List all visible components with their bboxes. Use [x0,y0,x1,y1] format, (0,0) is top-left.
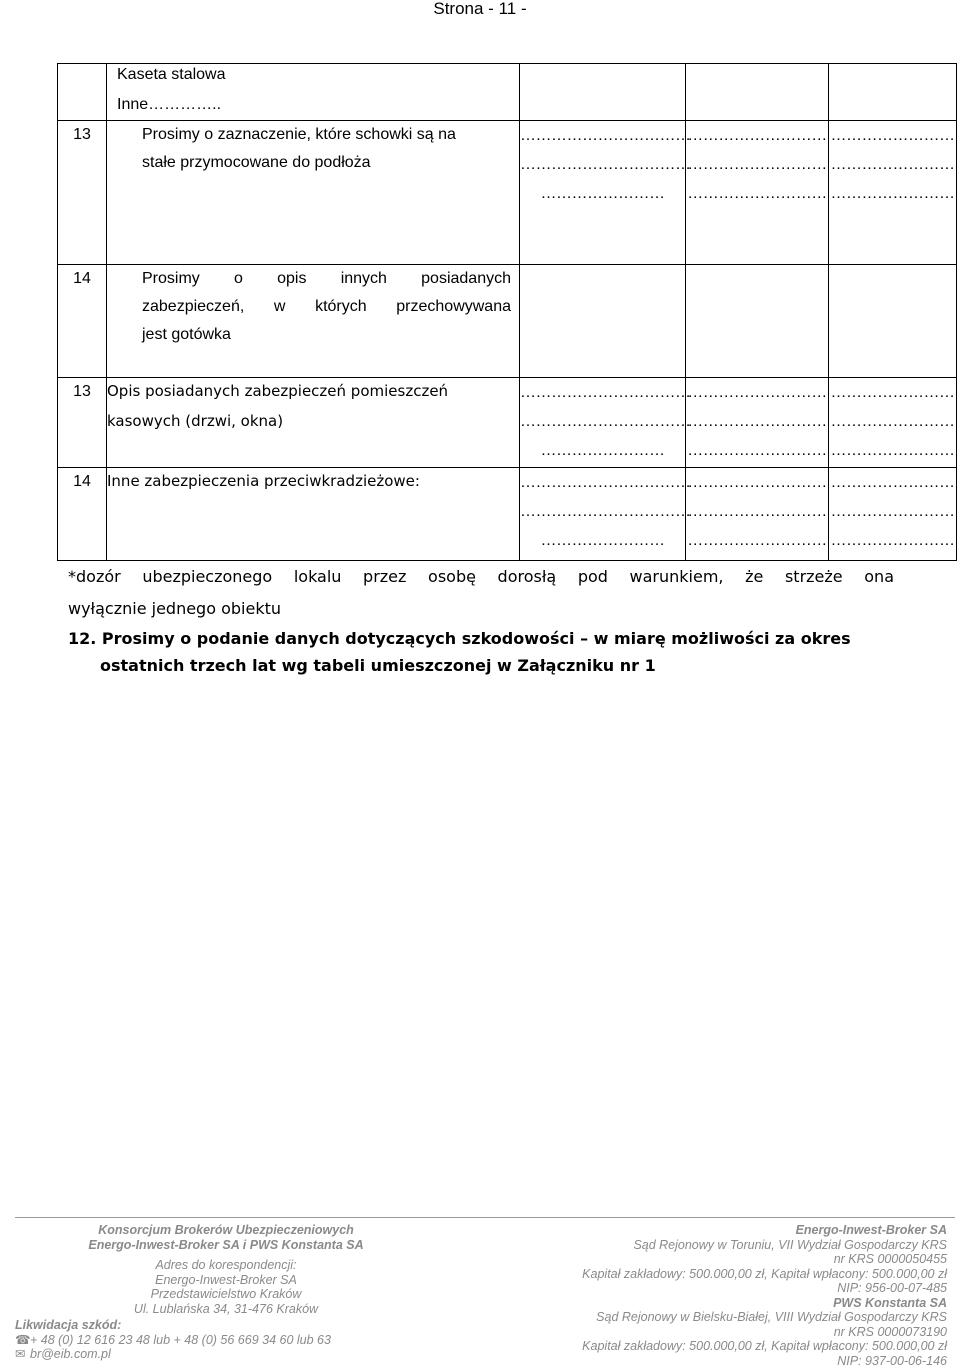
fill-line[interactable]: ……………………… [687,156,827,173]
footer-text: Sąd Rejonowy w Bielsku-Białej, VIII Wydział Gospodarczy KRS [596,1310,947,1324]
mail-icon: ✉ [15,1347,26,1361]
fill-line[interactable]: …………………………… [520,127,691,144]
page-number-header: Strona - 11 - [433,0,527,18]
fill-line[interactable]: …………………… [830,532,955,549]
fill-line[interactable]: …………………………… [520,413,691,430]
fill-line[interactable]: ……………………… [687,474,827,491]
question-text: stałe przymocowane do podłoża [142,154,371,171]
fill-line[interactable]: …………………… [830,384,955,401]
footer-text: nr KRS 0000050455 [833,1252,947,1266]
footer-text: NIP: 956-00-07-485 [837,1281,947,1295]
footer-text: Kapitał zakładowy: 500.000,00 zł, Kapitał wpłacony: 500.000,00 zł [582,1266,947,1281]
fill-line[interactable]: ……………………… [687,503,827,520]
footer-text: Likwidacja szkód: [15,1318,122,1332]
footer-text: nr KRS 0000073190 [833,1324,947,1339]
fill-line[interactable]: ……………………… [687,127,827,144]
footer-text: Energo-Inwest-Broker SA [155,1272,297,1287]
footer-text: Przedstawicielstwo Kraków [150,1287,302,1301]
question-text: Prosimy o zaznaczenie, które schowki są na [142,126,456,143]
footer-text: Sąd Rejonowy w Toruniu, VII Wydział Gospodarczy KRS [633,1237,947,1252]
question-text: jest gotówka [142,326,231,343]
table-row [58,121,957,265]
footer-text: Ul. Lublańska 34, 31-476 Kraków [133,1301,319,1316]
fill-line[interactable]: …………………… [830,442,955,459]
fill-line[interactable]: …………………… [830,503,955,520]
fill-line[interactable]: …………………………… [520,384,691,401]
footer-text: Kapitał zakładowy: 500.000,00 zł, Kapitał wpłacony: 500.000,00 zł [582,1339,947,1353]
fill-line[interactable]: …………………… [830,156,955,173]
fill-line[interactable]: …………………… [830,185,955,202]
footer-text: PWS Konstanta SA [833,1295,947,1310]
footer-text: Energo-Inwest-Broker SA i PWS Konstanta SA [88,1237,364,1252]
section-12-line: ostatnich trzech lat wg tabeli umieszczonej w Załączniku nr 1 [100,656,656,675]
section-12-paragraph [68,625,888,679]
fill-line[interactable]: ……………………… [687,185,827,202]
security-table [57,63,957,561]
fill-line[interactable]: …………………… [540,185,665,202]
footer-text: Adres do korespondencji: [155,1258,297,1272]
section-12-line: 12. Prosimy o podanie danych dotyczących szkodowości – w miarę możliwości za okres [68,629,851,648]
question-text: Opis posiadanych zabezpieczeń pomieszczeń [107,382,449,400]
fill-line[interactable]: ……………………… [687,384,827,401]
table-row [58,468,957,561]
footnote [68,561,894,625]
fill-line[interactable]: …………………… [540,532,665,549]
num-cell [58,64,107,121]
question-text: Inne zabezpieczenia przeciwkradzieżowe: [107,472,420,490]
fill-line[interactable]: ……………………… [687,442,827,459]
footer-text: Konsorcjum Brokerów Ubezpieczeniowych [98,1223,354,1237]
fill-line[interactable]: …………………………… [520,474,691,491]
fill-line[interactable]: ……………………… [687,532,827,549]
fill-line[interactable]: …………………… [830,127,955,144]
table-row [58,378,957,468]
row-number: 13 [58,378,107,468]
row-number: 14 [58,265,107,378]
row-number: 14 [58,468,107,561]
question-text: Prosimy o opis innych posiadanych [142,270,511,287]
footnote-line: wyłącznie jednego obiektu [68,599,281,618]
question-text: kasowych (drzwi, okna) [107,412,284,430]
question-text: zabezpieczeń, w których przechowywana [142,298,511,315]
footnote-line: *dozór ubezpieczonego lokalu przez osobę dorosłą pod warunkiem, że strzeże ona [68,567,894,586]
footer-contact [15,1318,331,1362]
phone-numbers: + 48 (0) 12 616 23 48 lub + 48 (0) 56 669 34 60 lub 63 [30,1332,331,1347]
fill-line[interactable]: …………………………… [520,156,691,173]
fill-line[interactable]: …………………… [540,442,665,459]
fill-line[interactable]: …………………………… [520,503,691,520]
footer-text: NIP: 937-00-06-146 [837,1353,947,1368]
row-number: 13 [58,121,107,265]
email-link[interactable]: br@eib.com.pl [30,1347,111,1361]
fill-line[interactable]: …………………… [830,474,955,491]
fill-line[interactable]: ……………………… [687,413,827,430]
footer-text: Energo-Inwest-Broker SA [795,1223,947,1237]
table-row [58,64,957,121]
table-row [58,265,957,378]
phone-icon: ☎ [15,1332,31,1347]
kaseta-label: Kaseta stalowa [117,66,226,83]
fill-line[interactable]: …………………… [830,413,955,430]
footer-divider [15,1217,955,1218]
desc-cell [107,64,520,121]
footer-right [560,1223,947,1368]
footer-left [0,1223,452,1316]
inne-label: Inne………….. [117,96,222,113]
